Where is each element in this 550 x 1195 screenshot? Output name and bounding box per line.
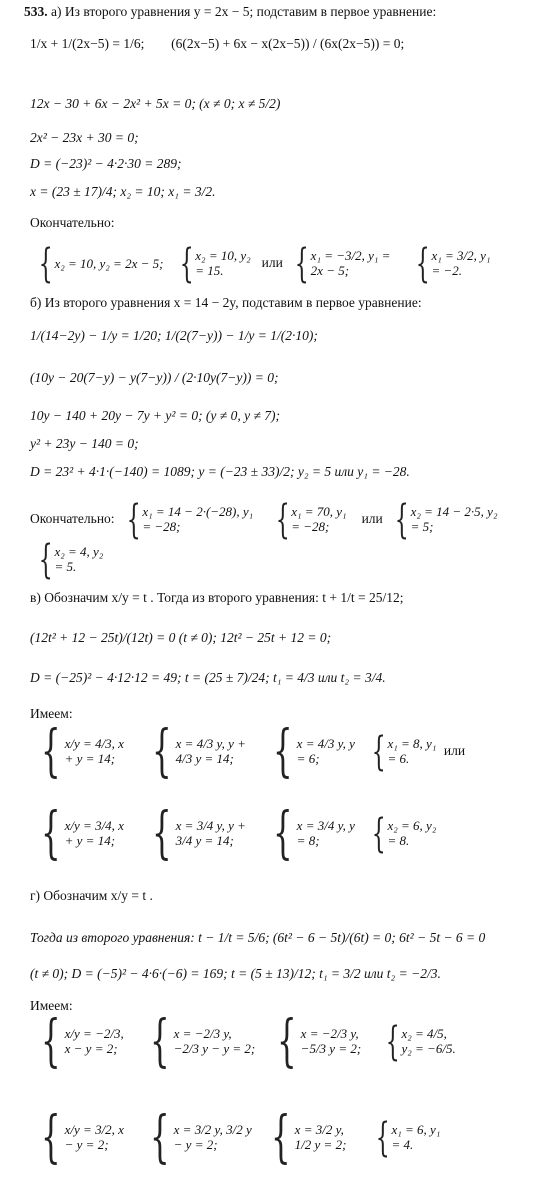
- part-c-row-1: [30, 719, 466, 784]
- part-b-intro: б) Из второго уравнения x = 14 − 2y, подставим в первое уравнение:: [30, 295, 422, 310]
- part-a-line-2-left: 1/x + 1/(2x−5) = 1/6;: [30, 36, 145, 51]
- part-c-row1-sys3: { x = 4/3 y, y = 6;: [273, 719, 355, 784]
- part-a-or: или: [261, 255, 283, 271]
- part-c-row2-sys1: { x/y = 3/4, x + y = 14;: [41, 801, 124, 866]
- part-d-row2-sys4: { x₁ = 6, y₁ = 4.: [375, 1115, 441, 1161]
- part-a-system-2: { x₂ = 10, y₂ = 15.: [179, 241, 251, 287]
- part-d-line-3: (t ≠ 0); D = (−5)² − 4·6·(−6) = 169; t = (5 ± 13)/12; t₁ = 3/2 или t₂ = −2/3.: [30, 966, 441, 981]
- part-b-line-5: y² + 23y − 140 = 0;: [30, 436, 139, 451]
- part-b-final-2: [30, 537, 107, 583]
- part-a-line-6: x = (23 ± 17)/4; x₂ = 10; x₁ = 3/2.: [30, 184, 216, 199]
- part-a-intro: [24, 4, 436, 20]
- part-b-system-2: { x₁ = 70, y₁ = −28;: [275, 497, 347, 543]
- part-b-line-2: 1/(14−2y) − 1/y = 1/20; 1/(2(7−y)) − 1/y = 1/(2·10);: [30, 328, 318, 343]
- part-c-row2-sys4: { x₂ = 6, y₂ = 8.: [371, 811, 437, 857]
- part-d-row-1: [30, 1009, 461, 1074]
- part-c-line-3: D = (−25)² − 4·12·12 = 49; t = (25 ± 7)/24; t₁ = 4/3 или t₂ = 3/4.: [30, 670, 386, 685]
- part-d-row1-sys2: { x = −2/3 y, −2/3 y − y = 2;: [150, 1009, 256, 1074]
- part-d-row2-sys1: { x/y = 3/2, x − y = 2;: [41, 1105, 124, 1170]
- part-c-intro: в) Обозначим x/y = t . Тогда из второго уравнения: t + 1/t = 25/12;: [30, 590, 404, 605]
- part-d-row-2: [30, 1105, 445, 1170]
- part-c-row1-sys2: { x = 4/3 y, y + 4/3 y = 14;: [152, 719, 246, 784]
- part-b-system-4: { x₂ = 4, y₂ = 5.: [38, 537, 104, 583]
- part-d-have: Имеем:: [30, 998, 73, 1013]
- part-b-line-3: (10y − 20(7−y) − y(7−y)) / (2·10y(7−y)) = 0;: [30, 370, 279, 385]
- part-c-or: или: [443, 743, 466, 759]
- part-c-row-2: [30, 801, 441, 866]
- part-b-final-label: Окончательно:: [30, 511, 115, 527]
- part-d-row1-sys1: { x/y = −2/3, x − y = 2;: [41, 1009, 124, 1074]
- part-c-have: Имеем:: [30, 706, 73, 721]
- part-a-line-5: D = (−23)² − 4·2·30 = 289;: [30, 156, 182, 171]
- part-d-row1-sys3: { x = −2/3 y, −5/3 y = 2;: [277, 1009, 362, 1074]
- part-a-intro-text: а) Из второго уравнения y = 2x − 5; подставим в первое уравнение:: [51, 4, 437, 19]
- part-b-line-4: 10y − 140 + 20y − 7y + y² = 0; (y ≠ 0, y ≠ 7);: [30, 408, 280, 423]
- part-b-system-3: { x₂ = 14 − 2·5, y₂ = 5;: [394, 497, 498, 543]
- part-d-row2-sys2: { x = 3/2 y, 3/2 y − y = 2;: [150, 1105, 252, 1170]
- part-c-row2-sys2: { x = 3/4 y, y + 3/4 y = 14;: [152, 801, 246, 866]
- part-b-system-1: { x₁ = 14 − 2·(−28), y₁ = −28;: [126, 497, 254, 543]
- part-a-line-3: 12x − 30 + 6x − 2x² + 5x = 0; (x ≠ 0; x ≠ 5/2): [30, 96, 281, 111]
- part-a-final-label: Окончательно:: [30, 215, 115, 230]
- part-d-intro: г) Обозначим x/y = t .: [30, 888, 153, 903]
- part-c-row1-sys1: { x/y = 4/3, x + y = 14;: [41, 719, 124, 784]
- part-a-final-answers: [30, 241, 505, 287]
- part-d-row1-sys4: { x₂ = 4/5, y₂ = −6/5.: [385, 1019, 456, 1065]
- part-d-row2-sys3: { x = 3/2 y, 1/2 y = 2;: [271, 1105, 347, 1170]
- part-a-line-2-right: (6(2x−5) + 6x − x(2x−5)) / (6x(2x−5)) = 0;: [171, 36, 405, 51]
- part-b-final: [30, 497, 504, 543]
- part-a-system-1: { x₂ = 10, y₂ = 2x − 5;: [38, 241, 164, 287]
- part-a-system-4: { x₁ = 3/2, y₁ = −2.: [415, 241, 491, 287]
- part-d-line-2: Тогда из второго уравнения: t − 1/t = 5/6; (6t² − 6 − 5t)/(6t) = 0; 6t² − 5t − 6 = 0: [30, 930, 486, 945]
- part-c-row2-sys3: { x = 3/4 y, y = 8;: [273, 801, 355, 866]
- part-c-row1-sys4: { x₁ = 8, y₁ = 6.: [371, 729, 437, 775]
- part-a-line-4: 2x² − 23x + 30 = 0;: [30, 130, 139, 145]
- part-a-system-3: { x₁ = −3/2, y₁ = 2x − 5;: [294, 241, 391, 287]
- part-c-line-2: (12t² + 12 − 25t)/(12t) = 0 (t ≠ 0); 12t² − 25t + 12 = 0;: [30, 630, 332, 645]
- part-a-line-2: [30, 36, 404, 52]
- problem-number: 533.: [24, 4, 48, 19]
- part-b-line-6: D = 23² + 4·1·(−140) = 1089; y = (−23 ± 33)/2; y₂ = 5 или y₁ = −28.: [30, 464, 410, 479]
- part-b-or: или: [361, 511, 383, 527]
